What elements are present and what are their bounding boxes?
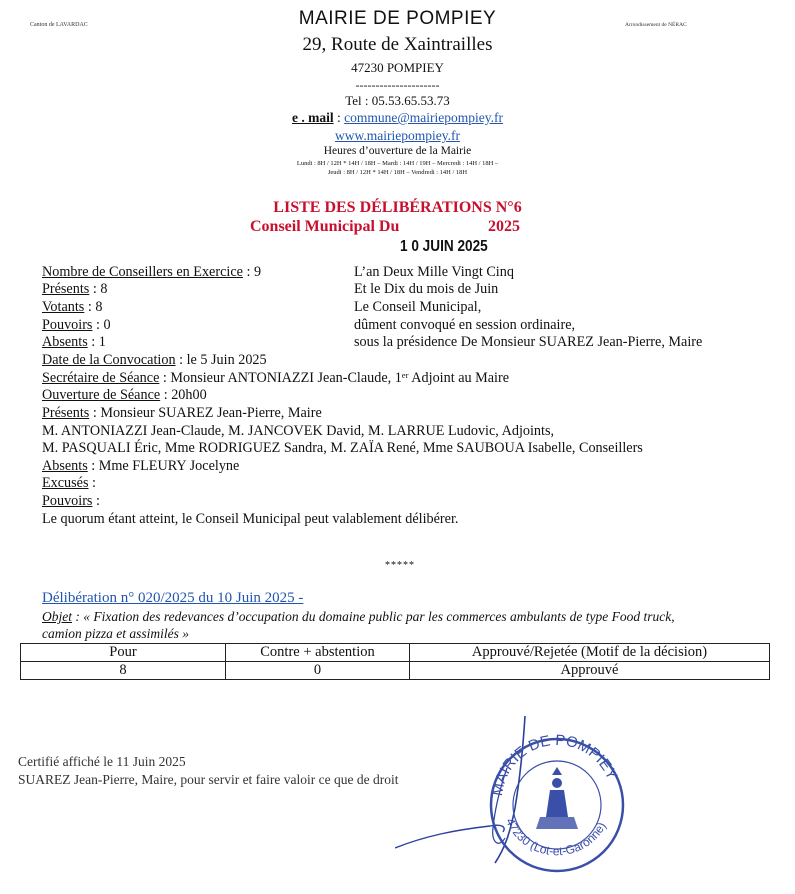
quorum-line: Le quorum étant atteint, le Conseil Municipal peut valablement délibérer.: [42, 511, 459, 527]
mairie-website-line: [0, 128, 795, 144]
secretaire-line: [42, 370, 509, 387]
list-title: LISTE DES DÉLIBÉRATIONS N°6: [273, 199, 522, 216]
count-votants: [42, 299, 102, 316]
secretaire-label: Secrétaire de Séance: [42, 370, 160, 386]
seal-emblem-icon: [536, 767, 578, 829]
deliberation-title: Délibération n° 020/2025 du 10 Juin 2025 -: [42, 590, 304, 606]
preamble-line: L’an Deux Mille Vingt Cinq: [354, 264, 514, 280]
objet-label: Objet: [42, 609, 72, 624]
convocation-value: : le 5 Juin 2025: [175, 352, 267, 368]
presents-line: [42, 405, 322, 422]
date-stamp: 1 0 JUIN 2025: [400, 238, 488, 255]
count-pouvoirs-value: : 0: [92, 317, 111, 333]
count-votants-value: : 8: [84, 299, 103, 315]
presents-line-3: M. PASQUALI Éric, Mme RODRIGUEZ Sandra, M. ZAÏA René, Mme SAUBOUA Isabelle, Conseillers: [42, 440, 643, 456]
ouverture-line: [42, 387, 207, 404]
count-absents-value: : 1: [87, 334, 106, 350]
preamble-line: sous la présidence De Monsieur SUAREZ Jean-Pierre, Maire: [354, 334, 703, 350]
excuses-label: Excusés: [42, 475, 89, 491]
secretaire-value: : Monsieur ANTONIAZZI Jean-Claude, 1ᵉʳ Adjoint au Maire: [159, 370, 510, 386]
excuses-value: :: [88, 475, 96, 491]
count-presents-label: Présents: [42, 281, 90, 297]
presents-label: Présents: [42, 405, 90, 421]
preamble-line: dûment convoqué en session ordinaire,: [354, 317, 576, 333]
count-pouvoirs-label: Pouvoirs: [42, 317, 93, 333]
cell-pour: 8: [21, 662, 226, 680]
header-contre: Contre + abstention: [226, 644, 410, 662]
pouvoirs-line: [42, 493, 100, 510]
hours-title: Heures d’ouverture de la Mairie: [323, 145, 472, 157]
vote-table-row: [21, 662, 770, 680]
email-colon: :: [333, 110, 345, 125]
website-link[interactable]: www.mairiepompiey.fr: [335, 128, 460, 143]
arrondissement-label: Arrondissement de NÉRAC: [625, 22, 687, 28]
header-decision: Approuvé/Rejetée (Motif de la décision): [410, 644, 770, 662]
mairie-title: MAIRIE DE POMPIEY: [298, 8, 497, 29]
mairie-seal: [480, 705, 630, 875]
email-label: e . mail: [291, 110, 334, 125]
absents-value: : Mme FLEURY Jocelyne: [87, 458, 240, 474]
preamble-line: Et le Dix du mois de Juin: [354, 281, 499, 297]
list-subtitle: Conseil Municipal Du: [250, 218, 400, 235]
preamble-line: Le Conseil Municipal,: [354, 299, 482, 315]
convocation-line: [42, 352, 267, 369]
count-presents-value: : 8: [89, 281, 108, 297]
convocation-label: Date de la Convocation: [42, 352, 176, 368]
hours-line-1: Lundi : 8H / 12H * 14H / 18H – Mardi : 14H / 19H – Mercredi : 14H / 18H –: [296, 160, 499, 167]
cell-contre: 0: [226, 662, 410, 680]
canton-label: Canton de LAVARDAC: [30, 22, 88, 28]
certifie-line: Certifié affiché le 11 Juin 2025: [18, 754, 186, 769]
ouverture-label: Ouverture de Séance: [42, 387, 161, 403]
count-pouvoirs: [42, 317, 111, 334]
objet-line-1: [42, 609, 675, 625]
count-exercice-value: : 9: [242, 264, 262, 280]
header-pour: Pour: [21, 644, 226, 662]
mairie-email-line: [0, 110, 795, 126]
count-absents-label: Absents: [42, 334, 88, 350]
hours-line-2: Jeudi : 8H / 12H * 14H / 18H – Vendredi : 14H / 18H: [327, 169, 468, 176]
vote-table-header: [21, 644, 770, 662]
seal-bottom-text: 47230 (Lot-et-Garonne): [502, 815, 609, 859]
pouvoirs-value: :: [92, 493, 100, 509]
count-exercice: [42, 264, 261, 281]
list-year: 2025: [488, 218, 520, 235]
count-exercice-label: Nombre de Conseillers en Exercice: [42, 264, 243, 280]
count-presents: [42, 281, 107, 298]
presents-line-2: M. ANTONIAZZI Jean-Claude, M. JANCOVEK David, M. LARRUE Ludovic, Adjoints,: [42, 423, 555, 439]
seal-top-text: MAIRIE DE POMPIEY: [488, 731, 621, 798]
vote-table: [20, 643, 770, 680]
cell-decision: Approuvé: [410, 662, 770, 680]
count-votants-label: Votants: [42, 299, 85, 315]
presents-value: : Monsieur SUAREZ Jean-Pierre, Maire: [89, 405, 322, 421]
header-separator: ---------------------: [355, 78, 440, 92]
mairie-tel: Tel : 05.53.65.53.73: [345, 93, 450, 108]
excuses-line: [42, 475, 96, 492]
absents-label: Absents: [42, 458, 88, 474]
mairie-address: 29, Route de Xaintrailles: [302, 34, 493, 55]
objet-text: : « Fixation des redevances d’occupation du domaine public par les commerces ambulants de type Food truck,: [72, 609, 675, 624]
section-stars: *****: [385, 560, 415, 571]
pouvoirs-label: Pouvoirs: [42, 493, 93, 509]
objet-line-2: camion pizza et assimilés »: [42, 626, 189, 641]
absents-line: [42, 458, 239, 475]
signature-line: SUAREZ Jean-Pierre, Maire, pour servir et faire valoir ce que de droit: [18, 772, 399, 787]
ouverture-value: : 20h00: [160, 387, 207, 403]
mairie-postcode: 47230 POMPIEY: [351, 60, 444, 75]
count-absents: [42, 334, 106, 351]
email-link[interactable]: commune@mairiepompiey.fr: [344, 110, 504, 125]
